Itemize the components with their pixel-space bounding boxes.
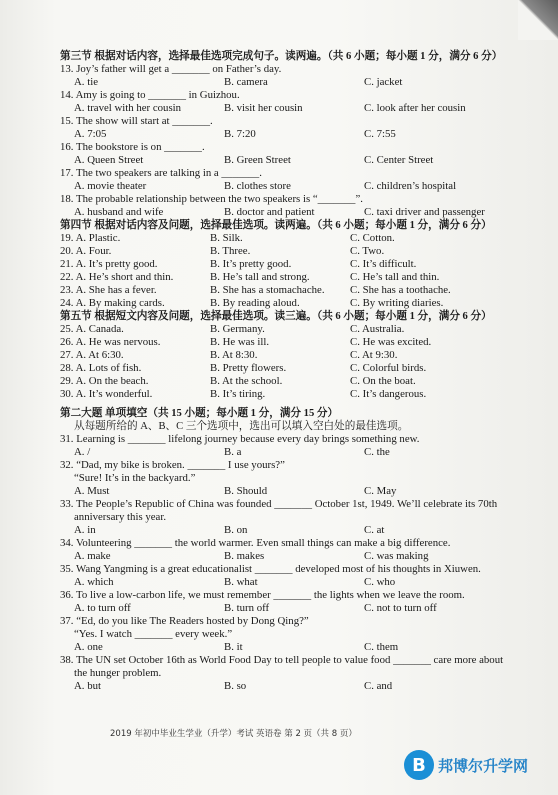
option-c: C. them	[364, 641, 399, 653]
option-a: A. movie theater	[74, 180, 147, 192]
option-a: A. Queen Street	[74, 154, 144, 166]
option-b: B. doctor and patient	[224, 206, 315, 218]
question-options-row	[60, 375, 510, 388]
option-a: A. /	[74, 446, 91, 458]
question-options-row	[60, 323, 510, 336]
question-options	[74, 680, 510, 693]
option-a: A. one	[74, 641, 103, 653]
option-b: B. a	[224, 446, 242, 458]
option-a: 22. A. He’s short and thin.	[60, 271, 174, 283]
option-a: 23. A. She has a fever.	[60, 284, 157, 296]
option-c: C. On the boat.	[350, 375, 416, 387]
page-footer: 2019 年初中毕业生学业（升学）考试 英语卷 第 2 页（共 8 页）	[110, 729, 357, 739]
question-options	[74, 154, 510, 167]
question-options	[74, 102, 510, 115]
option-b: B. It’s tiring.	[210, 388, 266, 400]
question-options	[74, 485, 510, 498]
question-options-row	[60, 388, 510, 401]
question-options-row	[60, 271, 510, 284]
option-c: C. the	[364, 446, 390, 458]
option-a: A. which	[74, 576, 114, 588]
option-b: B. turn off	[224, 602, 270, 614]
option-b: B. clothes store	[224, 180, 291, 192]
question-stem: 32. “Dad, my bike is broken. _______ I use yours?”	[60, 459, 285, 471]
question-options	[74, 602, 510, 615]
option-c: C. Australia.	[350, 323, 405, 335]
question-stem: 38. The UN set October 16th as World Food Day to tell people to value food _______ care more about the hunger problem.	[60, 654, 504, 679]
option-b: B. Germany.	[210, 323, 265, 335]
question-options-row	[60, 258, 510, 271]
question-stem: “Sure! It’s in the backyard.”	[74, 472, 196, 484]
option-c: C. jacket	[364, 76, 403, 88]
option-c: C. 7:55	[364, 128, 396, 140]
option-b: B. At 8:30.	[210, 349, 258, 361]
option-c: C. It’s dangerous.	[350, 388, 427, 400]
watermark	[404, 750, 528, 780]
option-c: C. look after her cousin	[364, 102, 466, 114]
question-options-row	[60, 336, 510, 349]
question-options	[74, 206, 510, 219]
option-a: 20. A. Four.	[60, 245, 112, 257]
option-b: B. on	[224, 524, 248, 536]
option-c: C. at	[364, 524, 385, 536]
question-stem: 15. The show will start at _______.	[60, 115, 213, 127]
question-options	[74, 524, 510, 537]
question-stem: 33. The People’s Republic of China was founded _______ October 1st, 1949. We’ll celebrate its 70th anniversary this year.	[60, 498, 498, 523]
option-b: B. camera	[224, 76, 268, 88]
option-c: C. He was excited.	[350, 336, 432, 348]
option-b: B. By reading aloud.	[210, 297, 300, 309]
option-a: 24. A. By making cards.	[60, 297, 165, 309]
option-a: A. in	[74, 524, 96, 536]
question-stem: 37. “Ed, do you like The Readers hosted by Dong Qing?”	[60, 615, 309, 627]
option-c: C. She has a toothache.	[350, 284, 451, 296]
option-a: 25. A. Canada.	[60, 323, 124, 335]
option-a: 21. A. It’s pretty good.	[60, 258, 158, 270]
option-b: B. Should	[224, 485, 268, 497]
question-stem: 17. The two speakers are talking in a _______.	[60, 167, 262, 179]
watermark-logo-icon: B	[404, 750, 434, 780]
option-a: A. 7:05	[74, 128, 107, 140]
option-b: B. She has a stomachache.	[210, 284, 325, 296]
option-b: B. Green Street	[224, 154, 291, 166]
exam-content	[60, 50, 510, 693]
option-b: B. It’s pretty good.	[210, 258, 292, 270]
option-b: B. At the school.	[210, 375, 283, 387]
option-a: 19. A. Plastic.	[60, 232, 121, 244]
question-options	[74, 550, 510, 563]
question-options	[74, 180, 510, 193]
option-a: A. husband and wife	[74, 206, 164, 218]
option-c: C. not to turn off	[364, 602, 437, 614]
option-b: B. He’s tall and strong.	[210, 271, 310, 283]
question-options	[74, 76, 510, 89]
option-c: C. was making	[364, 550, 429, 562]
option-c: C. May	[364, 485, 397, 497]
section-heading: 第三节 根据对话内容，选择最佳选项完成句子。读两遍。（共 6 小题；每小题 1 分，满分 6 分）	[60, 51, 503, 62]
option-b: B. visit her cousin	[224, 102, 303, 114]
option-c: C. Center Street	[364, 154, 434, 166]
option-a: A. but	[74, 680, 101, 692]
option-b: B. what	[224, 576, 258, 588]
option-a: A. travel with her cousin	[74, 102, 182, 114]
question-options-row	[60, 349, 510, 362]
instruction-text: 从每题所给的 A、B、C 三个选项中，选出可以填入空白处的最佳选项。	[74, 421, 409, 432]
option-a: A. tie	[74, 76, 98, 88]
option-a: A. to turn off	[74, 602, 131, 614]
option-b: B. makes	[224, 550, 265, 562]
option-a: 28. A. Lots of fish.	[60, 362, 142, 374]
option-c: C. He’s tall and thin.	[350, 271, 440, 283]
watermark-text: 邦博尔升学网	[438, 756, 529, 775]
question-stem: 35. Wang Yangming is a great educationalist _______ developed most of his thoughts in Xiuwen.	[60, 563, 481, 575]
question-options	[74, 128, 510, 141]
option-a: A. Must	[74, 485, 110, 497]
option-c: C. By writing diaries.	[350, 297, 444, 309]
question-stem: 36. To live a low-carbon life, we must remember _______ the lights when we leave the room.	[60, 589, 465, 601]
option-c: C. and	[364, 680, 393, 692]
question-stem: 16. The bookstore is on _______.	[60, 141, 205, 153]
question-options	[74, 576, 510, 589]
question-options-row	[60, 232, 510, 245]
option-b: B. it	[224, 641, 243, 653]
option-a: 30. A. It’s wonderful.	[60, 388, 153, 400]
option-c: C. children’s hospital	[364, 180, 457, 192]
option-c: C. At 9:30.	[350, 349, 398, 361]
option-b: B. He was ill.	[210, 336, 270, 348]
question-stem: 34. Volunteering _______ the world warmer. Even small things can make a big difference.	[60, 537, 451, 549]
question-stem: 14. Amy is going to _______ in Guizhou.	[60, 89, 240, 101]
question-options	[74, 446, 510, 459]
option-c: C. taxi driver and passenger	[364, 206, 485, 218]
option-a: 27. A. At 6:30.	[60, 349, 124, 361]
question-options-row	[60, 284, 510, 297]
question-stem: 13. Joy’s father will get a _______ on Father’s day.	[60, 63, 282, 75]
page-corner-fold	[518, 0, 558, 40]
question-stem: 31. Learning is _______ lifelong journey because every day brings something new.	[60, 433, 420, 445]
question-options-row	[60, 245, 510, 258]
option-a: A. make	[74, 550, 111, 562]
question-stem: “Yes. I watch _______ every week.”	[74, 628, 233, 640]
option-b: B. so	[224, 680, 247, 692]
option-c: C. who	[364, 576, 396, 588]
option-b: B. Three.	[210, 245, 251, 257]
option-a: 26. A. He was nervous.	[60, 336, 161, 348]
option-b: B. 7:20	[224, 128, 256, 140]
option-c: C. Cotton.	[350, 232, 395, 244]
option-c: C. Colorful birds.	[350, 362, 427, 374]
question-stem: 18. The probable relationship between the two speakers is “_______”.	[60, 193, 363, 205]
question-options	[74, 641, 510, 654]
question-options-row	[60, 297, 510, 310]
question-options-row	[60, 362, 510, 375]
section-heading: 第二大题 单项填空（共 15 小题；每小题 1 分，满分 15 分）	[60, 408, 339, 419]
section-heading: 第四节 根据对话内容及问题，选择最佳选项。读两遍。（共 6 小题；每小题 1 分，满分 6 分）	[60, 220, 492, 231]
option-c: C. It’s difficult.	[350, 258, 417, 270]
option-b: B. Pretty flowers.	[210, 362, 287, 374]
option-a: 29. A. On the beach.	[60, 375, 149, 387]
option-c: C. Two.	[350, 245, 385, 257]
section-heading: 第五节 根据短文内容及问题，选择最佳选项。读三遍。（共 6 小题；每小题 1 分，满分 6 分）	[60, 311, 492, 322]
option-b: B. Silk.	[210, 232, 243, 244]
